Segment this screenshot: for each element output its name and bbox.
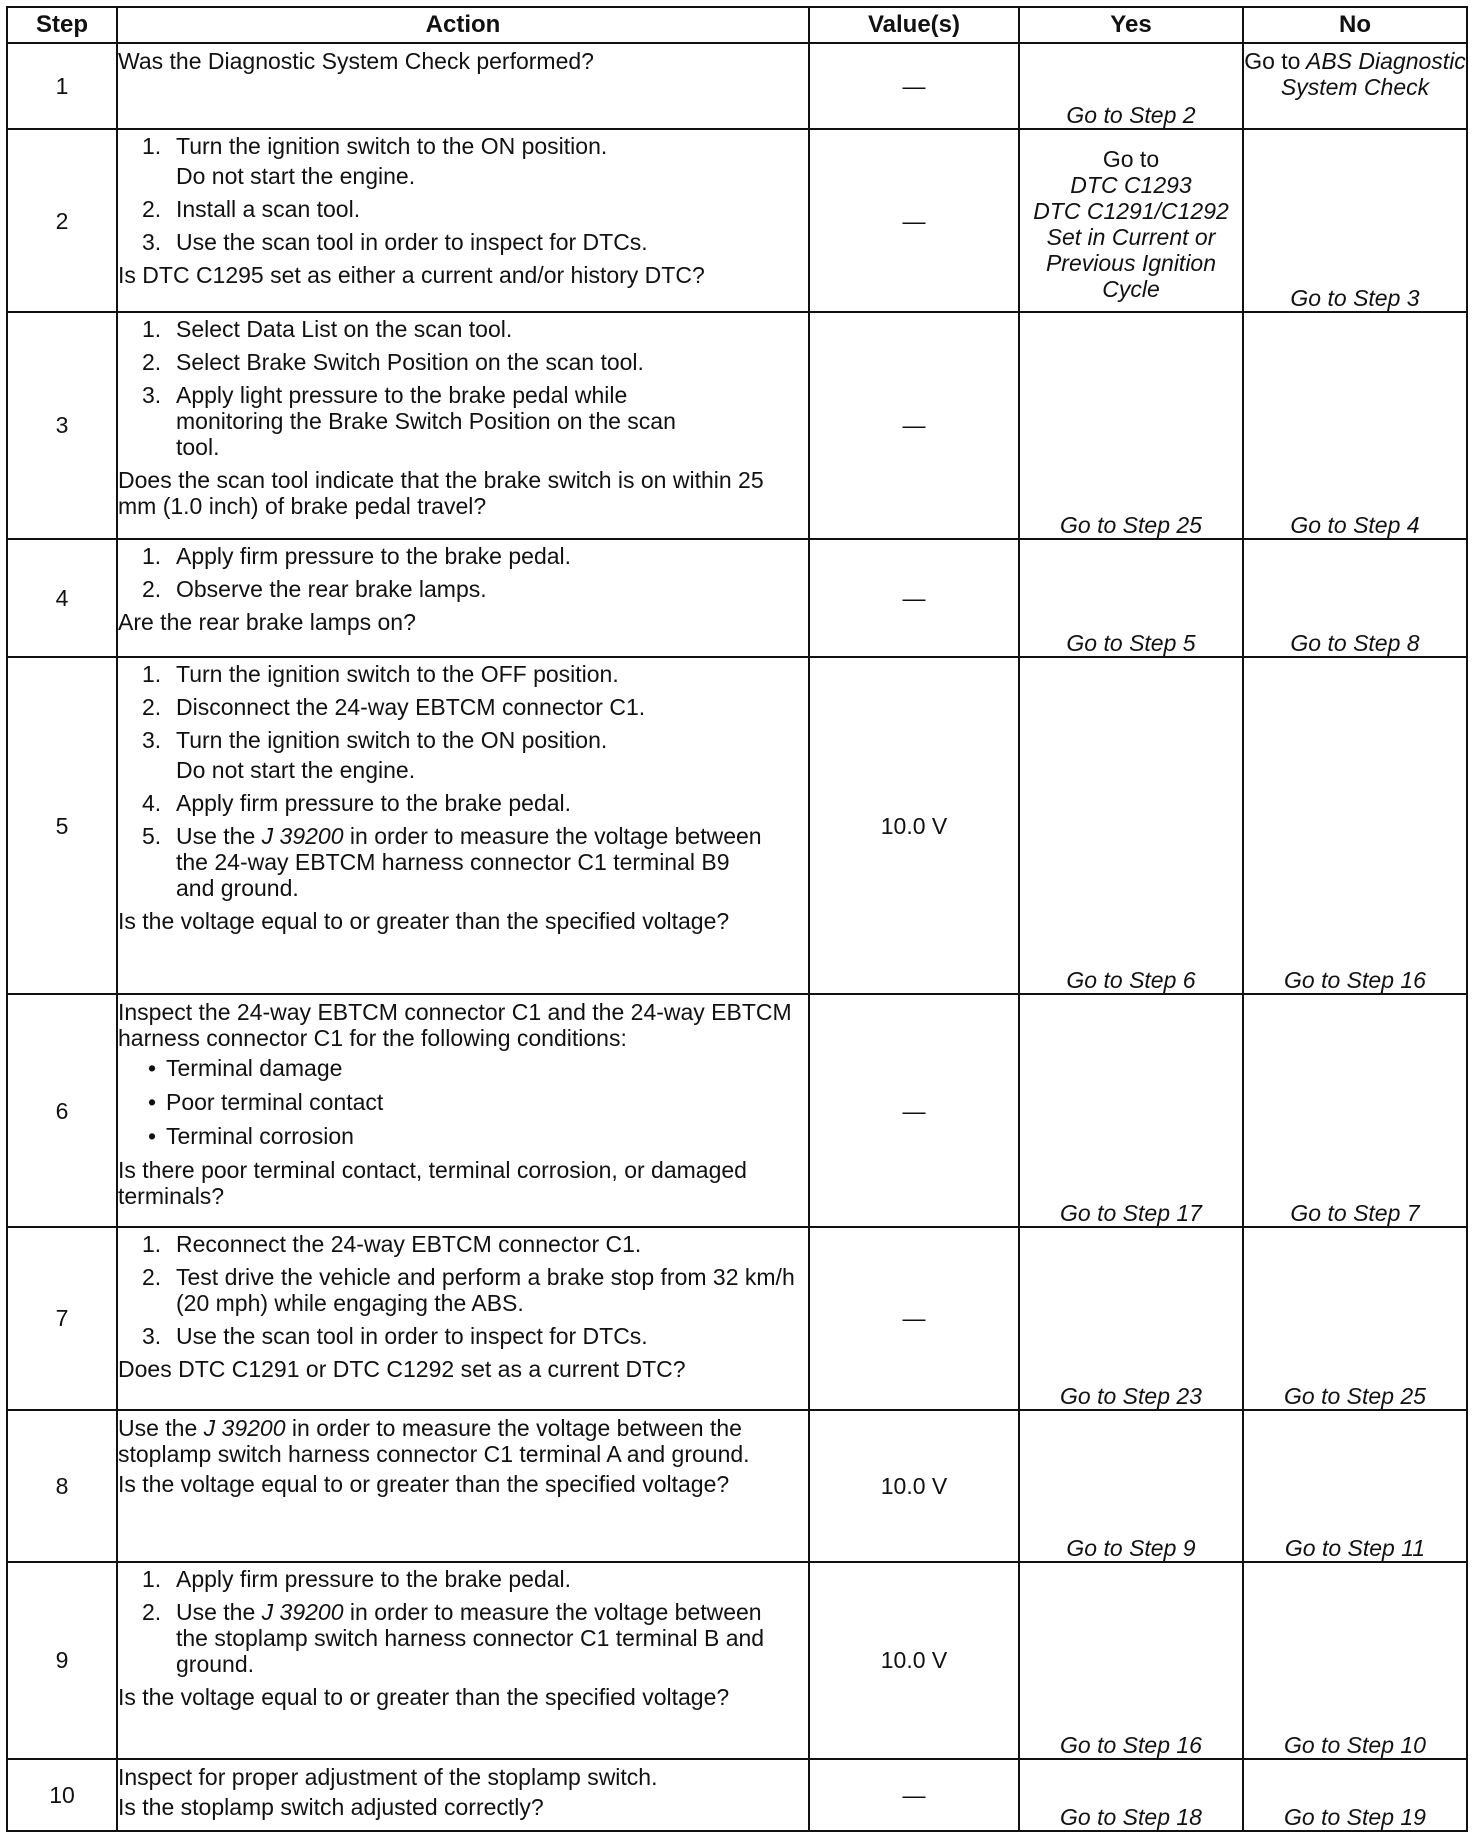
step-item-text: Turn the ignition switch to the OFF position.	[176, 661, 619, 688]
header-step: Step	[7, 7, 117, 43]
value-cell: —	[809, 312, 1019, 539]
action-step	[118, 196, 808, 222]
no-link[interactable]: Go to Step 7	[1243, 994, 1467, 1227]
step-number: 4	[7, 539, 117, 657]
step-item-number: 1.	[142, 133, 162, 160]
step-number: 5	[7, 657, 117, 994]
yes-link-text-2[interactable]: DTC C1291/C1292 Set in Current or Previous Ignition Cycle	[1033, 197, 1229, 302]
step-number: 9	[7, 1562, 117, 1759]
no-link-text[interactable]: ABS Diagnostic System Check	[1280, 48, 1466, 100]
table-row	[7, 129, 1467, 312]
action-steps	[118, 1231, 808, 1349]
yes-link[interactable]: Go to Step 9	[1019, 1410, 1243, 1563]
step-item-sub: Do not start the engine.	[176, 757, 416, 784]
bullet-icon: •	[148, 1089, 157, 1116]
action-cell	[117, 1227, 809, 1410]
action-steps	[118, 1566, 808, 1677]
action-cell	[117, 43, 809, 129]
step-number: 8	[7, 1410, 117, 1563]
yes-link[interactable]: Go to Step 6	[1019, 657, 1243, 994]
no-link[interactable]: Go to Step 3	[1243, 129, 1467, 312]
no-prefix: Go to	[1244, 48, 1301, 74]
yes-link[interactable]: Go to Step 2	[1019, 43, 1243, 129]
bullet-icon: •	[148, 1055, 157, 1082]
header-no: No	[1243, 7, 1467, 43]
no-link[interactable]: Go to Step 16	[1243, 657, 1467, 994]
condition-text: Terminal damage	[166, 1055, 343, 1082]
condition-text: Terminal corrosion	[166, 1123, 354, 1150]
yes-link[interactable]: Go to Step 25	[1019, 312, 1243, 539]
action-step	[118, 1231, 808, 1257]
step-item-sub: Do not start the engine.	[176, 163, 416, 190]
action-text-a: Use the	[118, 1414, 204, 1441]
diagnostic-table	[6, 6, 1468, 1832]
action-step	[118, 1566, 808, 1592]
action-cell	[117, 994, 809, 1227]
step-item-number: 3.	[142, 381, 162, 408]
value-cell: —	[809, 129, 1019, 312]
action-question: Does the scan tool indicate that the brake switch is on within 25 mm (1.0 inch) of brake pedal travel?	[118, 466, 764, 519]
no-link[interactable]	[1243, 43, 1467, 129]
step-item-number: 1.	[142, 315, 162, 342]
action-step	[118, 229, 808, 255]
action-step	[118, 790, 808, 816]
action-question: Is the voltage equal to or greater than the specified voltage?	[118, 1470, 730, 1497]
step-item-number: 1.	[142, 661, 162, 688]
step-item-number: 1.	[142, 542, 162, 569]
step-item-text: Test drive the vehicle and perform a brake stop from 32 km/h (20 mph) while engaging the ABS.	[176, 1263, 795, 1316]
step-item-number: 2.	[142, 196, 162, 223]
action-cell	[117, 1759, 809, 1831]
step-item-text: Apply firm pressure to the brake pedal.	[176, 1566, 572, 1593]
step-number: 6	[7, 994, 117, 1227]
step-item-number: 2.	[142, 694, 162, 721]
action-cell	[117, 129, 809, 312]
action-cell	[117, 1562, 809, 1759]
value-cell: 10.0 V	[809, 1562, 1019, 1759]
step-item-number: 1.	[142, 1230, 162, 1257]
action-step	[118, 543, 808, 569]
step-item-text: Turn the ignition switch to the ON position.	[176, 727, 608, 754]
action-step	[118, 382, 808, 460]
value-cell: 10.0 V	[809, 657, 1019, 994]
step-item-number: 4.	[142, 790, 162, 817]
action-step	[118, 727, 808, 783]
action-step	[118, 1264, 808, 1316]
action-cell	[117, 312, 809, 539]
table-row	[7, 657, 1467, 994]
yes-link[interactable]: Go to Step 18	[1019, 1759, 1243, 1831]
table-row	[7, 1410, 1467, 1563]
table-row	[7, 43, 1467, 129]
table-row	[7, 1227, 1467, 1410]
tool-name: J 39200	[261, 823, 344, 850]
action-question: Is the voltage equal to or greater than the specified voltage?	[118, 1684, 730, 1711]
action-text: Inspect the 24-way EBTCM connector C1 and the 24-way EBTCM harness connector C1 for the following conditions:	[118, 999, 792, 1052]
action-cell	[117, 657, 809, 994]
step-item-number: 1.	[142, 1566, 162, 1593]
action-step	[118, 133, 808, 189]
step-item-text: Disconnect the 24-way EBTCM connector C1.	[176, 694, 646, 721]
table-row	[7, 994, 1467, 1227]
condition-list	[118, 1055, 808, 1149]
action-steps	[118, 543, 808, 602]
action-steps	[118, 133, 808, 255]
step-item-text: Use the scan tool in order to inspect for DTCs.	[176, 1322, 648, 1349]
step-item-text-a: Use the	[176, 1599, 262, 1626]
step-item-number: 3.	[142, 229, 162, 256]
value-cell: —	[809, 1759, 1019, 1831]
action-steps	[118, 661, 808, 901]
header-action: Action	[117, 7, 809, 43]
step-number: 2	[7, 129, 117, 312]
action-step	[118, 316, 808, 342]
step-item-text-a: Use the	[176, 823, 262, 850]
step-item-text: Turn the ignition switch to the ON position.	[176, 133, 608, 160]
action-question: Is DTC C1295 set as either a current and/or history DTC?	[118, 262, 705, 289]
step-item-text: Apply firm pressure to the brake pedal.	[176, 790, 572, 817]
step-item-number: 3.	[142, 1322, 162, 1349]
action-cell	[117, 539, 809, 657]
step-item-number: 2.	[142, 1599, 162, 1626]
tool-name: J 39200	[261, 1599, 344, 1626]
condition-text: Poor terminal contact	[166, 1089, 384, 1116]
no-link[interactable]: Go to Step 19	[1243, 1759, 1467, 1831]
step-item-number: 2.	[142, 575, 162, 602]
step-number: 7	[7, 1227, 117, 1410]
action-step	[118, 349, 808, 375]
action-question: Is the stoplamp switch adjusted correctly?	[118, 1793, 544, 1820]
step-item-text: Select Data List on the scan tool.	[176, 315, 513, 342]
action-question: Are the rear brake lamps on?	[118, 608, 416, 635]
step-item-number: 3.	[142, 727, 162, 754]
table-row	[7, 1759, 1467, 1831]
header-values: Value(s)	[809, 7, 1019, 43]
step-item-number: 2.	[142, 348, 162, 375]
step-item-text: Select Brake Switch Position on the scan tool.	[176, 348, 644, 375]
no-link[interactable]: Go to Step 10	[1243, 1562, 1467, 1759]
table-row	[7, 1562, 1467, 1759]
bullet-icon: •	[148, 1123, 157, 1150]
step-item-text-b: in order to measure the voltage between the stoplamp switch harness connector C1 terminal B and ground.	[176, 1599, 765, 1678]
value-cell: —	[809, 1227, 1019, 1410]
step-item-text: Reconnect the 24-way EBTCM connector C1.	[176, 1230, 642, 1257]
step-item-text: Install a scan tool.	[176, 196, 361, 223]
step-item-text: Apply firm pressure to the brake pedal.	[176, 542, 572, 569]
step-item-number: 2.	[142, 1263, 162, 1290]
condition-item	[118, 1055, 808, 1081]
condition-item	[118, 1123, 808, 1149]
no-link[interactable]: Go to Step 25	[1243, 1227, 1467, 1410]
action-text-b: in order to measure the voltage between the stoplamp switch harness connector C1 terminal A and ground.	[118, 1414, 750, 1467]
condition-item	[118, 1089, 808, 1115]
yes-link[interactable]: Go to Step 23	[1019, 1227, 1243, 1410]
no-link[interactable]: Go to Step 11	[1243, 1410, 1467, 1563]
action-step	[118, 694, 808, 720]
yes-link-text-1[interactable]: DTC C1293	[1070, 171, 1192, 198]
tool-name: J 39200	[203, 1414, 286, 1441]
step-item-text: Apply light pressure to the brake pedal while monitoring the Brake Switch Position on the scan tool.	[176, 381, 676, 460]
action-question: Is the voltage equal to or greater than the specified voltage?	[118, 908, 730, 935]
action-step	[118, 823, 808, 901]
table-row	[7, 312, 1467, 539]
no-link[interactable]: Go to Step 8	[1243, 539, 1467, 657]
step-number: 1	[7, 43, 117, 129]
value-cell: —	[809, 994, 1019, 1227]
step-number: 3	[7, 312, 117, 539]
value-cell: —	[809, 43, 1019, 129]
action-cell	[117, 1410, 809, 1563]
step-item-text: Observe the rear brake lamps.	[176, 575, 487, 602]
action-text: Was the Diagnostic System Check performed?	[118, 48, 594, 74]
no-link[interactable]: Go to Step 4	[1243, 312, 1467, 539]
value-cell: —	[809, 539, 1019, 657]
action-step	[118, 576, 808, 602]
action-question: Does DTC C1291 or DTC C1292 set as a current DTC?	[118, 1355, 686, 1382]
action-text: Inspect for proper adjustment of the stoplamp switch.	[118, 1763, 658, 1790]
action-step	[118, 1323, 808, 1349]
header-row	[7, 7, 1467, 43]
action-text	[118, 1415, 808, 1467]
action-steps	[118, 316, 808, 460]
value-cell: 10.0 V	[809, 1410, 1019, 1563]
step-item-text-b: in order to measure the voltage between the 24-way EBTCM harness connector C1 terminal B9 and ground.	[176, 823, 762, 902]
step-number: 10	[7, 1759, 117, 1831]
yes-link[interactable]	[1019, 129, 1243, 312]
yes-link[interactable]: Go to Step 5	[1019, 539, 1243, 657]
yes-link[interactable]: Go to Step 17	[1019, 994, 1243, 1227]
table-row	[7, 539, 1467, 657]
yes-prefix: Go to	[1102, 145, 1160, 172]
action-step	[118, 661, 808, 687]
step-item-number: 5.	[142, 823, 162, 850]
step-item-text: Use the scan tool in order to inspect for DTCs.	[176, 229, 648, 256]
action-question: Is there poor terminal contact, terminal corrosion, or damaged terminals?	[118, 1157, 747, 1210]
yes-link[interactable]: Go to Step 16	[1019, 1562, 1243, 1759]
header-yes: Yes	[1019, 7, 1243, 43]
action-step	[118, 1599, 808, 1677]
